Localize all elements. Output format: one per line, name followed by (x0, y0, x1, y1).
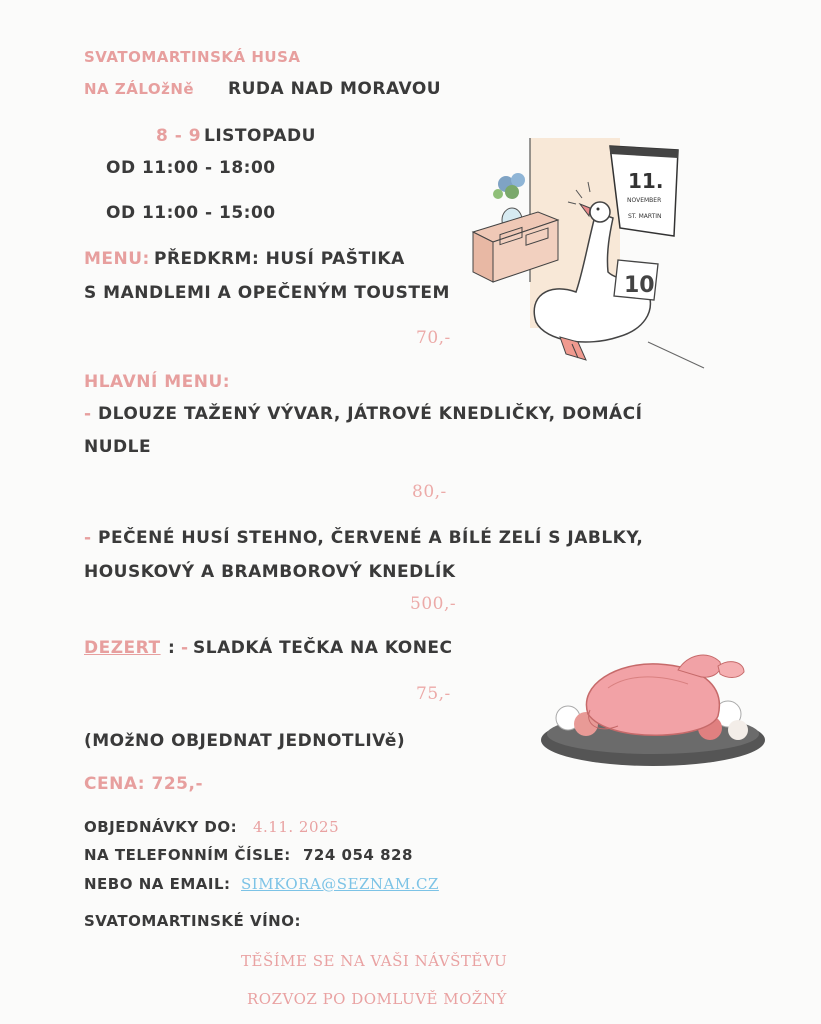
dessert-label: DEZERT (84, 638, 161, 658)
dessert-price: 75,- (416, 684, 451, 704)
menu-label: MENU: (84, 249, 150, 269)
phone-number: 724 054 828 (303, 846, 413, 864)
time-day1: OD 11:00 - 18:00 (106, 158, 276, 178)
dessert-dash: - (181, 638, 189, 658)
goose-price: 500,- (410, 594, 457, 614)
soup-dash: - (84, 404, 92, 424)
deadline-date: 4.11. 2025 (253, 818, 340, 836)
calendar-month-text: NOVEMBER (627, 197, 662, 204)
footer-welcome: TĚŠÍME SE NA VAŠI NÁVŠTĚVU (241, 952, 508, 970)
calendar-day-text: 11. (628, 169, 664, 193)
roast-goose-illustration (538, 644, 768, 776)
place-prefix: NA ZÁLOžNě (84, 80, 195, 98)
order-separately-note: (MOžNO OBJEDNAT JEDNOTLIVě) (84, 731, 406, 751)
goose-line2: HOUSKOVÝ A BRAMBOROVÝ KNEDLÍK (84, 562, 456, 582)
wine-label: SVATOMARTINSKÉ VÍNO: (84, 912, 301, 930)
goose-calendar-illustration (468, 132, 718, 382)
starter-price: 70,- (416, 328, 451, 348)
soup-price: 80,- (412, 482, 447, 502)
dessert-text: SLADKÁ TEČKA NA KONEC (193, 638, 453, 658)
goose-line1: PEČENÉ HUSÍ STEHNO, ČERVENÉ A BÍLÉ ZELÍ S JABLKY, (98, 528, 644, 548)
roast-goose-icon (541, 655, 765, 766)
event-days: 8 - 9 (156, 126, 202, 146)
total-price: CENA: 725,- (84, 774, 204, 794)
calendar-saint-text: ST. MARTIN (628, 213, 662, 220)
soup-line1: DLOUZE TAŽENÝ VÝVAR, JÁTROVÉ KNEDLIČKY, DOMÁCÍ (98, 404, 643, 424)
card-number-text: 10 (624, 273, 655, 298)
place-name: RUDA NAD MORAVOU (228, 79, 442, 99)
time-day2: OD 11:00 - 15:00 (106, 203, 276, 223)
phone-label: NA TELEFONNÍM ČÍSLE: (84, 846, 291, 864)
goose-dash: - (84, 528, 92, 548)
starter-line1: PŘEDKRM: HUSÍ PAŠTIKA (154, 249, 405, 269)
footer-delivery: ROZVOZ PO DOMLUVĚ MOŽNÝ (247, 990, 507, 1008)
email-label: NEBO NA EMAIL: (84, 875, 231, 893)
soup-line2: NUDLE (84, 437, 152, 457)
event-month: LISTOPADU (204, 126, 316, 146)
deadline-label: OBJEDNÁVKY DO: (84, 818, 238, 836)
main-menu-label: HLAVNÍ MENU: (84, 372, 231, 392)
starter-line2: S MANDLEMI A OPEČENÝM TOUSTEM (84, 283, 450, 303)
dessert-colon: : (168, 638, 176, 658)
flyer-title: SVATOMARTINSKÁ HUSA (84, 48, 301, 66)
calendar-icon (610, 146, 678, 236)
email-link[interactable]: SIMKORA@SEZNAM.CZ (241, 875, 439, 893)
